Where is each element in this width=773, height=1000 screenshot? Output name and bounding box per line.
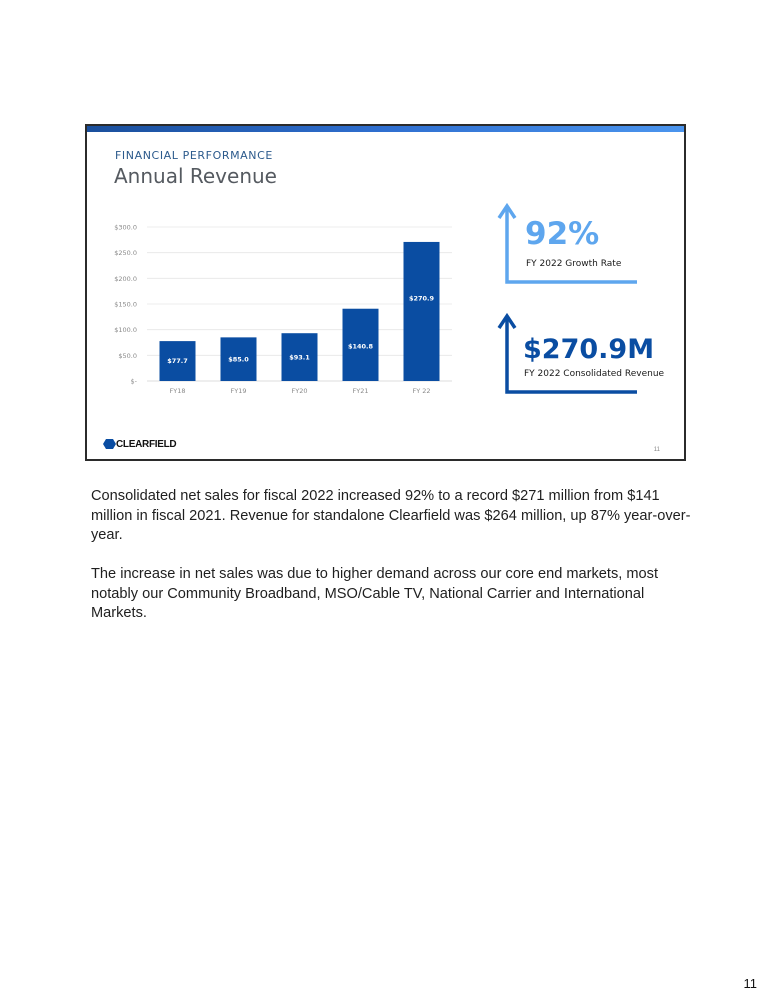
y-tick-label: $-: [130, 377, 137, 386]
y-tick-label: $50.0: [118, 351, 137, 360]
y-tick-label: $150.0: [114, 300, 137, 309]
clearfield-logo: [103, 438, 176, 450]
x-tick-label: FY21: [352, 387, 369, 395]
kpi-value: $270.9M: [523, 334, 655, 365]
bar: [404, 242, 440, 381]
body-paragraph: Consolidated net sales for fiscal 2022 increased 92% to a record $271 million from $141 million in fiscal 2021. Revenue for standalone Clearfield was $264 million, up 87% year-over-year.: [91, 488, 691, 543]
y-tick-label: $300.0: [114, 223, 137, 232]
x-tick-label: FY20: [291, 387, 308, 395]
y-tick-label: $200.0: [114, 274, 137, 283]
kpi-value: 92%: [525, 216, 600, 252]
y-tick-label: $250.0: [114, 249, 137, 258]
slide-top-bar: [87, 126, 684, 132]
logo-text: CLEARFIELD: [116, 438, 177, 450]
page-number: 11: [743, 976, 757, 991]
slide: [85, 124, 686, 461]
y-tick-label: $100.0: [114, 326, 137, 335]
body-paragraph: The increase in net sales was due to higher demand across our core end markets, most notably our Community Broadband, MSO/Cable TV, National Carrier and International Markets.: [91, 566, 659, 621]
data-label: $270.9: [408, 294, 435, 303]
data-label: $85.0: [228, 355, 249, 364]
kpi-label: FY 2022 Growth Rate: [526, 259, 622, 269]
kpi-consolidated-revenue: [495, 310, 675, 400]
data-label: $140.8: [347, 342, 374, 351]
x-tick-label: FY18: [169, 387, 186, 395]
chart-x-axis: [170, 387, 431, 395]
chart-y-axis: [114, 224, 137, 386]
kpi-label: FY 2022 Consolidated Revenue: [524, 369, 665, 379]
kpi-growth-rate: [495, 200, 675, 290]
x-tick-label: FY 22: [412, 387, 431, 395]
logo-mark-icon: [103, 438, 116, 450]
slide-number: 11: [653, 447, 660, 453]
chart-bars: [160, 242, 440, 381]
data-label: $77.7: [167, 357, 188, 366]
slide-title: Annual Revenue: [114, 164, 277, 188]
x-tick-label: FY19: [230, 387, 247, 395]
data-label: $93.1: [289, 353, 310, 362]
revenue-bar-chart: [87, 216, 467, 416]
slide-kicker: FINANCIAL PERFORMANCE: [115, 149, 273, 162]
